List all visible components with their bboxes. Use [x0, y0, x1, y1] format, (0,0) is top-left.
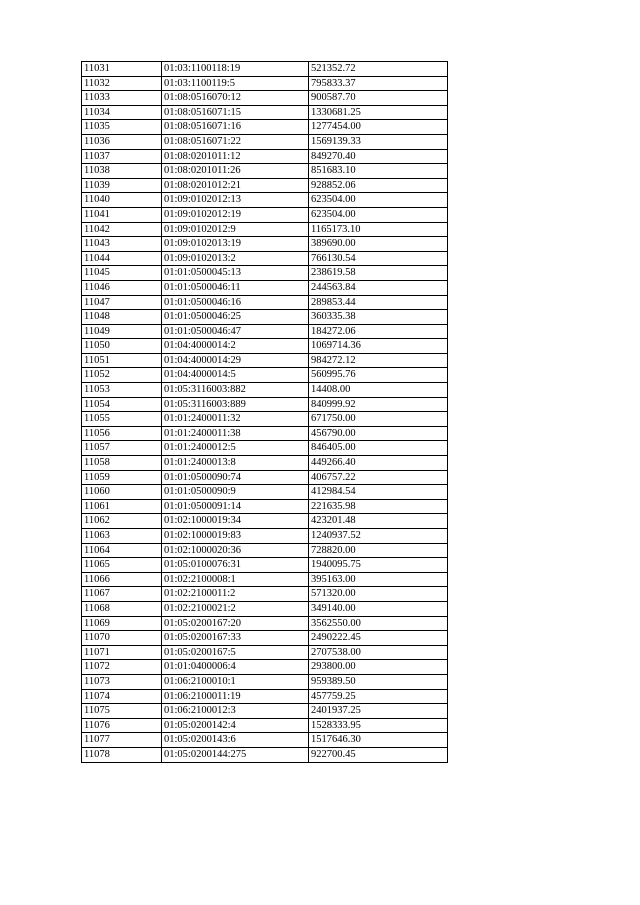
table-row	[82, 91, 448, 106]
cadastral-number-cell: 01:05:0100076:31	[162, 558, 309, 573]
value-cell: 900587.70	[309, 91, 448, 106]
value-cell: 984272.12	[309, 353, 448, 368]
cadastral-number-cell: 01:09:0102012:9	[162, 222, 309, 237]
row-number-cell: 11078	[82, 747, 162, 762]
value-cell: 360335.38	[309, 310, 448, 325]
table-row	[82, 456, 448, 471]
row-number-cell: 11041	[82, 207, 162, 222]
table-row	[82, 105, 448, 120]
cadastral-number-cell: 01:01:0500046:47	[162, 324, 309, 339]
cadastral-number-cell: 01:05:0200167:20	[162, 616, 309, 631]
row-number-cell: 11065	[82, 558, 162, 573]
value-cell: 2707538.00	[309, 645, 448, 660]
value-cell: 1569139.33	[309, 134, 448, 149]
value-cell: 766130.54	[309, 251, 448, 266]
table-row	[82, 572, 448, 587]
table-row	[82, 207, 448, 222]
cadastral-number-cell: 01:08:0516071:16	[162, 120, 309, 135]
value-cell: 560995.76	[309, 368, 448, 383]
row-number-cell: 11059	[82, 470, 162, 485]
value-cell: 521352.72	[309, 62, 448, 77]
table-row	[82, 251, 448, 266]
row-number-cell: 11068	[82, 601, 162, 616]
table-row	[82, 324, 448, 339]
table-body	[82, 62, 448, 763]
value-cell: 184272.06	[309, 324, 448, 339]
value-cell: 14408.00	[309, 383, 448, 398]
cadastral-number-cell: 01:05:0200144:275	[162, 747, 309, 762]
cadastral-number-cell: 01:08:0516070:12	[162, 91, 309, 106]
row-number-cell: 11064	[82, 543, 162, 558]
value-cell: 671750.00	[309, 412, 448, 427]
cadastral-number-cell: 01:01:0500045:13	[162, 266, 309, 281]
row-number-cell: 11037	[82, 149, 162, 164]
cadastral-number-cell: 01:05:3116003:889	[162, 397, 309, 412]
value-cell: 846405.00	[309, 441, 448, 456]
table-row	[82, 339, 448, 354]
cadastral-number-cell: 01:09:0102012:19	[162, 207, 309, 222]
cadastral-number-cell: 01:02:2100008:1	[162, 572, 309, 587]
value-cell: 349140.00	[309, 601, 448, 616]
table-row	[82, 164, 448, 179]
row-number-cell: 11036	[82, 134, 162, 149]
row-number-cell: 11049	[82, 324, 162, 339]
table-row	[82, 704, 448, 719]
table-row	[82, 674, 448, 689]
row-number-cell: 11058	[82, 456, 162, 471]
table-row	[82, 733, 448, 748]
cadastral-number-cell: 01:04:4000014:5	[162, 368, 309, 383]
row-number-cell: 11033	[82, 91, 162, 106]
table-row	[82, 645, 448, 660]
value-cell: 623504.00	[309, 207, 448, 222]
cadastral-number-cell: 01:05:0200143:6	[162, 733, 309, 748]
value-cell: 1517646.30	[309, 733, 448, 748]
value-cell: 1330681.25	[309, 105, 448, 120]
row-number-cell: 11055	[82, 412, 162, 427]
table-row	[82, 485, 448, 500]
value-cell: 406757.22	[309, 470, 448, 485]
row-number-cell: 11069	[82, 616, 162, 631]
cadastral-number-cell: 01:01:0500091:14	[162, 499, 309, 514]
table-row	[82, 616, 448, 631]
value-cell: 293800.00	[309, 660, 448, 675]
row-number-cell: 11044	[82, 251, 162, 266]
cadastral-number-cell: 01:01:0500046:11	[162, 280, 309, 295]
row-number-cell: 11051	[82, 353, 162, 368]
cadastral-number-cell: 01:09:0102013:19	[162, 237, 309, 252]
cadastral-number-cell: 01:01:0500046:25	[162, 310, 309, 325]
value-cell: 840999.92	[309, 397, 448, 412]
table-row	[82, 441, 448, 456]
cadastral-number-cell: 01:08:0516071:15	[162, 105, 309, 120]
value-cell: 1940095.75	[309, 558, 448, 573]
cadastral-number-cell: 01:02:2100021:2	[162, 601, 309, 616]
value-cell: 238619.58	[309, 266, 448, 281]
value-cell: 221635.98	[309, 499, 448, 514]
cadastral-number-cell: 01:01:2400011:32	[162, 412, 309, 427]
table-row	[82, 514, 448, 529]
cadastral-number-cell: 01:08:0201012:21	[162, 178, 309, 193]
row-number-cell: 11045	[82, 266, 162, 281]
table-row	[82, 310, 448, 325]
row-number-cell: 11074	[82, 689, 162, 704]
table-row	[82, 368, 448, 383]
cadastral-number-cell: 01:04:4000014:2	[162, 339, 309, 354]
cadastral-number-cell: 01:05:0200167:5	[162, 645, 309, 660]
table-row	[82, 134, 448, 149]
value-cell: 457759.25	[309, 689, 448, 704]
value-cell: 423201.48	[309, 514, 448, 529]
row-number-cell: 11073	[82, 674, 162, 689]
table-row	[82, 120, 448, 135]
value-cell: 571320.00	[309, 587, 448, 602]
table-row	[82, 718, 448, 733]
row-number-cell: 11071	[82, 645, 162, 660]
table-row	[82, 529, 448, 544]
row-number-cell: 11052	[82, 368, 162, 383]
row-number-cell: 11032	[82, 76, 162, 91]
row-number-cell: 11031	[82, 62, 162, 77]
table-row	[82, 412, 448, 427]
table-row	[82, 558, 448, 573]
value-cell: 289853.44	[309, 295, 448, 310]
cadastral-number-cell: 01:08:0201011:12	[162, 149, 309, 164]
row-number-cell: 11042	[82, 222, 162, 237]
table-row	[82, 280, 448, 295]
value-cell: 928852.06	[309, 178, 448, 193]
row-number-cell: 11053	[82, 383, 162, 398]
row-number-cell: 11063	[82, 529, 162, 544]
cadastral-number-cell: 01:02:2100011:2	[162, 587, 309, 602]
table-row	[82, 689, 448, 704]
cadastral-number-cell: 01:08:0516071:22	[162, 134, 309, 149]
cadastral-number-cell: 01:09:0102013:2	[162, 251, 309, 266]
value-cell: 2490222.45	[309, 631, 448, 646]
table-row	[82, 193, 448, 208]
row-number-cell: 11062	[82, 514, 162, 529]
row-number-cell: 11056	[82, 426, 162, 441]
row-number-cell: 11075	[82, 704, 162, 719]
value-cell: 623504.00	[309, 193, 448, 208]
row-number-cell: 11061	[82, 499, 162, 514]
table-row	[82, 266, 448, 281]
cadastral-number-cell: 01:01:2400013:8	[162, 456, 309, 471]
row-number-cell: 11038	[82, 164, 162, 179]
table-row	[82, 222, 448, 237]
cadastral-number-cell: 01:05:0200142:4	[162, 718, 309, 733]
value-cell: 449266.40	[309, 456, 448, 471]
row-number-cell: 11057	[82, 441, 162, 456]
value-cell: 849270.40	[309, 149, 448, 164]
row-number-cell: 11035	[82, 120, 162, 135]
value-cell: 389690.00	[309, 237, 448, 252]
cadastral-number-cell: 01:01:0500090:74	[162, 470, 309, 485]
row-number-cell: 11040	[82, 193, 162, 208]
row-number-cell: 11034	[82, 105, 162, 120]
table-row	[82, 426, 448, 441]
row-number-cell: 11054	[82, 397, 162, 412]
value-cell: 412984.54	[309, 485, 448, 500]
cadastral-number-cell: 01:01:0500046:16	[162, 295, 309, 310]
table-row	[82, 237, 448, 252]
cadastral-number-cell: 01:01:2400012:5	[162, 441, 309, 456]
row-number-cell: 11070	[82, 631, 162, 646]
row-number-cell: 11067	[82, 587, 162, 602]
row-number-cell: 11060	[82, 485, 162, 500]
value-cell: 395163.00	[309, 572, 448, 587]
value-cell: 959389.50	[309, 674, 448, 689]
row-number-cell: 11077	[82, 733, 162, 748]
table-row	[82, 543, 448, 558]
row-number-cell: 11039	[82, 178, 162, 193]
cadastral-number-cell: 01:02:1000020:36	[162, 543, 309, 558]
table-row	[82, 178, 448, 193]
cadastral-number-cell: 01:05:0200167:33	[162, 631, 309, 646]
table-row	[82, 149, 448, 164]
table-row	[82, 747, 448, 762]
cadastral-number-cell: 01:03:1100118:19	[162, 62, 309, 77]
table-row	[82, 660, 448, 675]
value-cell: 2401937.25	[309, 704, 448, 719]
value-cell: 795833.37	[309, 76, 448, 91]
row-number-cell: 11043	[82, 237, 162, 252]
cadastral-number-cell: 01:01:0400006:4	[162, 660, 309, 675]
table-row	[82, 62, 448, 77]
value-cell: 922700.45	[309, 747, 448, 762]
cadastral-number-cell: 01:03:1100119:5	[162, 76, 309, 91]
value-cell: 1277454.00	[309, 120, 448, 135]
row-number-cell: 11048	[82, 310, 162, 325]
table-row	[82, 601, 448, 616]
cadastral-number-cell: 01:01:0500090:9	[162, 485, 309, 500]
row-number-cell: 11072	[82, 660, 162, 675]
cadastral-number-cell: 01:05:3116003:882	[162, 383, 309, 398]
value-cell: 244563.84	[309, 280, 448, 295]
row-number-cell: 11050	[82, 339, 162, 354]
table-row	[82, 76, 448, 91]
table-row	[82, 587, 448, 602]
cadastral-number-cell: 01:06:2100011:19	[162, 689, 309, 704]
value-cell: 1165173.10	[309, 222, 448, 237]
row-number-cell: 11076	[82, 718, 162, 733]
row-number-cell: 11066	[82, 572, 162, 587]
cadastral-number-cell: 01:09:0102012:13	[162, 193, 309, 208]
cadastral-number-cell: 01:02:1000019:83	[162, 529, 309, 544]
cadastral-number-cell: 01:06:2100010:1	[162, 674, 309, 689]
table-row	[82, 499, 448, 514]
table-row	[82, 470, 448, 485]
cadastral-number-cell: 01:02:1000019:34	[162, 514, 309, 529]
row-number-cell: 11047	[82, 295, 162, 310]
table-row	[82, 631, 448, 646]
table-row	[82, 353, 448, 368]
value-cell: 3562550.00	[309, 616, 448, 631]
data-table	[81, 61, 448, 763]
cadastral-number-cell: 01:08:0201011:26	[162, 164, 309, 179]
value-cell: 1069714.36	[309, 339, 448, 354]
row-number-cell: 11046	[82, 280, 162, 295]
value-cell: 456790.00	[309, 426, 448, 441]
table-row	[82, 397, 448, 412]
cadastral-number-cell: 01:04:4000014:29	[162, 353, 309, 368]
value-cell: 1528333.95	[309, 718, 448, 733]
table-row	[82, 383, 448, 398]
cadastral-number-cell: 01:01:2400011:38	[162, 426, 309, 441]
value-cell: 728820.00	[309, 543, 448, 558]
value-cell: 1240937.52	[309, 529, 448, 544]
value-cell: 851683.10	[309, 164, 448, 179]
cadastral-number-cell: 01:06:2100012:3	[162, 704, 309, 719]
table-row	[82, 295, 448, 310]
